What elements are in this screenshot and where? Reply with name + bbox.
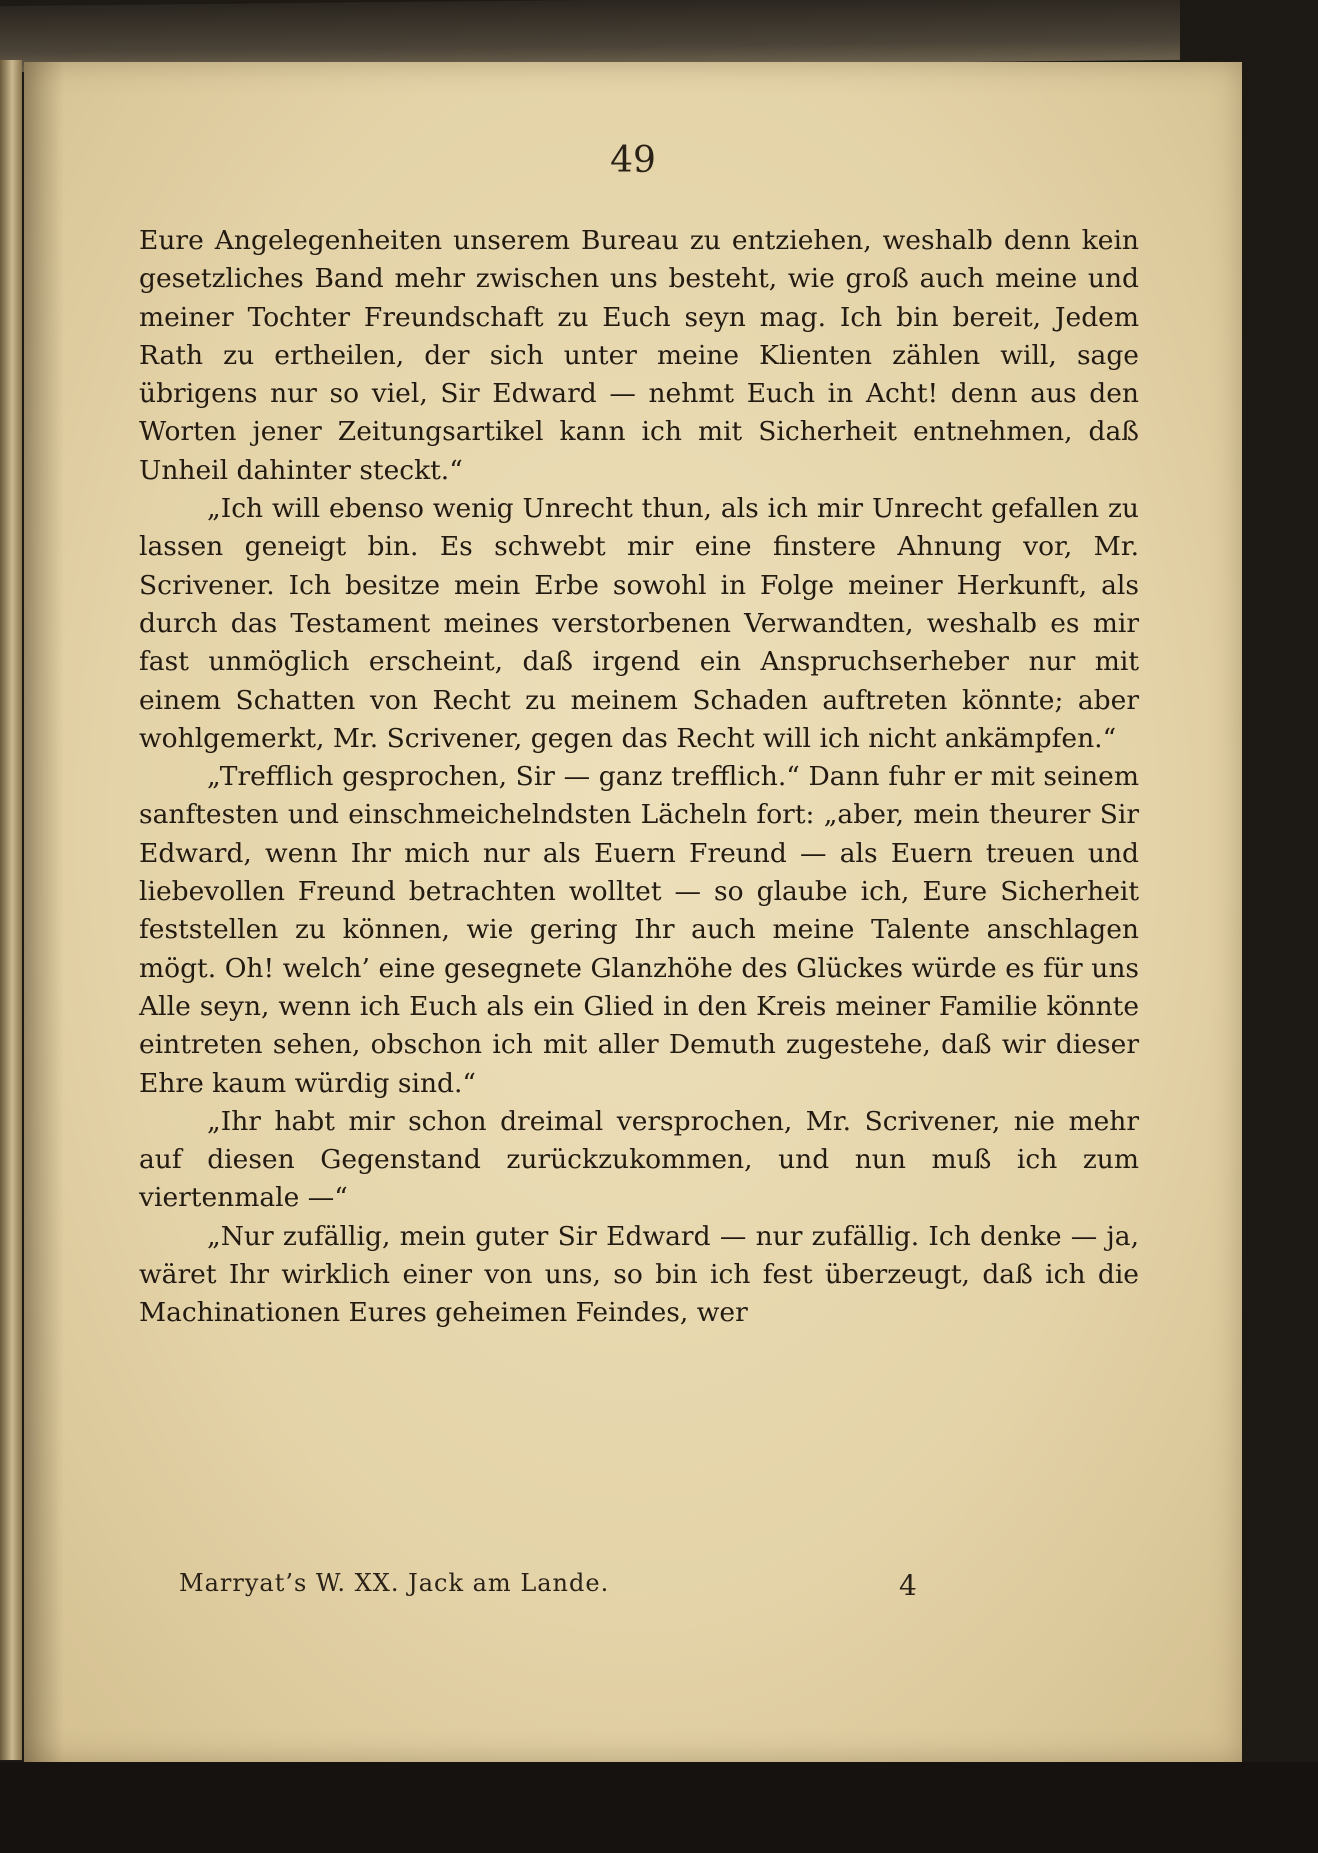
paragraph: Eure Angelegenheiten unserem Bureau zu entziehen, weshalb denn kein gesetzliches Band mehr zwischen uns besteht, wie groß auch meine und meiner Tochter Freundschaft zu Euch seyn mag. Ich bin bereit, Jedem Rath zu ertheilen, der sich unter meine Klienten zählen will, sage übrigens nur so viel, Sir Edward — nehmt Euch in Acht! denn aus den Worten jener Zeitungsartikel kann ich mit Sicherheit entnehmen, daß Unheil dahinter steckt.“ [139,225,1139,486]
page [24,62,1242,1762]
paragraph: „Ich will ebenso wenig Unrecht thun, als ich mir Unrecht gefallen zu lassen geneigt bin. Es schwebt mir eine finstere Ahnung vor, Mr. Scrivener. Ich besitze mein Erbe sowohl in Folge meiner Herkunft, als durch das Testament meines verstorbenen Verwandten, weshalb es mir fast unmöglich erscheint, daß irgend ein Anspruchserheber nur mit einem Schatten von Recht zu meinem Schaden auftreten könnte; aber wohlgemerkt, Mr. Scrivener, gegen das Recht will ich nicht ankämpfen.“ [139,493,1139,754]
paragraph: „Nur zufällig, mein guter Sir Edward — nur zufällig. Ich denke — ja, wäret Ihr wirklich einer von uns, so bin ich fest überzeugt, daß ich die Machinationen Eures geheimen Feindes, wer [139,1220,1139,1329]
printer-signature: Marryat’s W. XX. Jack am Lande. [179,1569,610,1597]
sheet-number: 4 [899,1569,917,1602]
paragraph: „Ihr habt mir schon dreimal versprochen, Mr. Scrivener, nie mehr auf diesen Gegenstand zurückzukommen, und nun muß ich zum viertenmale —“ [139,1105,1139,1214]
left-page-edge [0,60,22,1760]
body-text [139,222,1139,1333]
paragraph: „Trefflich gesprochen, Sir — ganz trefflich.“ Dann fuhr er mit seinem sanftesten und einschmeichelndsten Lächeln fort: „aber, mein theurer Sir Edward, wenn Ihr mich nur als Euern Freund — als Euern treuen und liebevollen Freund betrachten wolltet — so glaube ich, Eure Sicherheit feststellen zu können, wie gering Ihr auch meine Talente anschlagen mögt. Oh! welch’ eine gesegnete Glanzhöhe des Glückes würde es für uns Alle seyn, wenn ich Euch als ein Glied in den Kreis meiner Familie könnte eintreten sehen, obschon ich mit aller Demuth zugestehe, daß wir dieser Ehre kaum würdig sind.“ [139,761,1139,1099]
page-footer [139,1569,1139,1607]
scan-background [0,1762,1318,1853]
page-number: 49 [610,140,656,181]
